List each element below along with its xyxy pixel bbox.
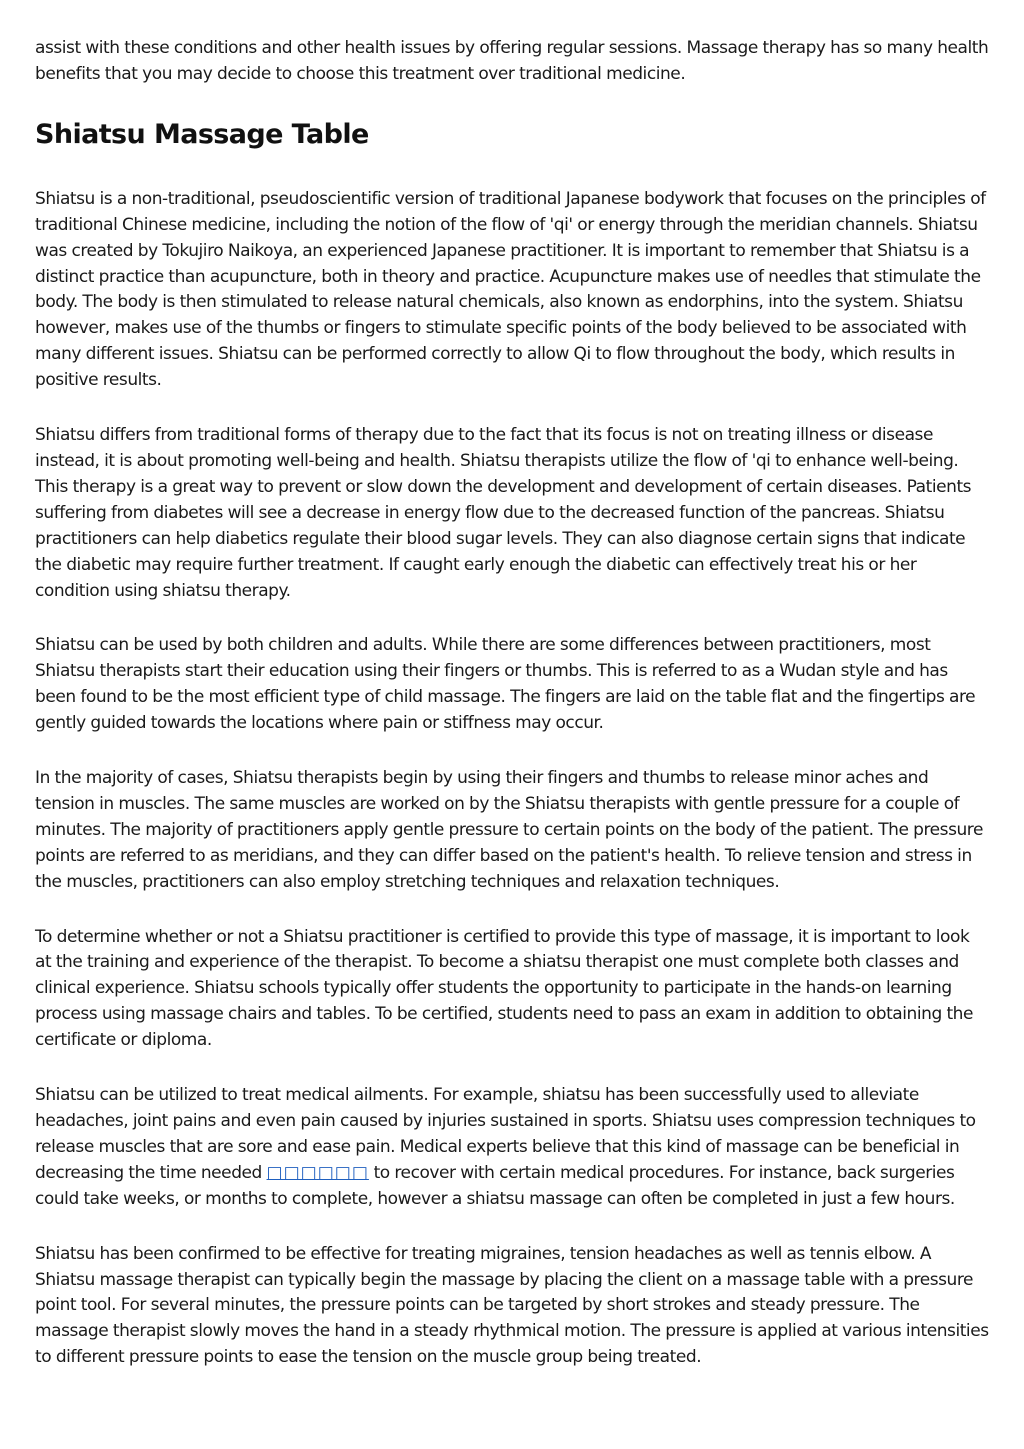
article-page	[35, 36, 990, 1400]
inline-link[interactable]: □□□□□□	[266, 1162, 369, 1183]
intro-paragraph: assist with these conditions and other health issues by offering regular sessions. Massage therapy has so many health benefits that you may decide to choose this treatment over traditional medicine.	[35, 38, 989, 84]
paragraph-6-text-after: to recover with certain medical procedures. For instance, back surgeries could take weeks, or months to complete, however a shiatsu massage can often be completed in just a few hours.	[35, 1162, 955, 1209]
paragraph-5: To determine whether or not a Shiatsu practitioner is certified to provide this type of massage, it is important to look at the training and experience of the therapist. To become a shiatsu therapist one must complete both classes and clinical experience. Shiatsu schools typically offer students the opportunity to participate in the hands-on learning process using massage chairs and tables. To be certified, students need to pass an exam in addition to obtaining the certificate or diploma.	[35, 926, 973, 1051]
paragraph-4: In the majority of cases, Shiatsu therapists begin by using their fingers and thumbs to release minor aches and tension in muscles. The same muscles are worked on by the Shiatsu therapists with gentle pressure for a couple of minutes. The majority of practitioners apply gentle pressure to certain points on the body of the patient. The pressure points are referred to as meridians, and they can differ based on the patient's health. To relieve tension and stress in the muscles, practitioners can also employ stretching techniques and relaxation techniques.	[35, 768, 983, 892]
paragraph-1: Shiatsu is a non-traditional, pseudoscientific version of traditional Japanese bodywork that focuses on the principles of traditional Chinese medicine, including the notion of the flow of 'qi' or energy through the meridian channels. Shiatsu was created by Tokujiro Naikoya, an experienced Japanese practitioner. It is important to remember that Shiatsu is a distinct practice than acupuncture, both in theory and practice. Acupuncture makes use of needles that stimulate the body. The body is then stimulated to release natural chemicals, also known as endorphins, into the system. Shiatsu however, makes use of the thumbs or fingers to stimulate specific points of the body believed to be associated with many different issues. Shiatsu can be performed correctly to allow Qi to flow throughout the body, which results in positive results.	[35, 188, 986, 391]
paragraph-2: Shiatsu differs from traditional forms of therapy due to the fact that its focus is not on treating illness or disease instead, it is about promoting well-being and health. Shiatsu therapists utilize the flow of 'qi to enhance well-being. This therapy is a great way to prevent or slow down the development and development of certain diseases. Patients suffering from diabetes will see a decrease in energy flow due to the decreased function of the pancreas. Shiatsu practitioners can help diabetics regulate their blood sugar levels. They can also diagnose certain signs that indicate the diabetic may require further treatment. If caught early enough the diabetic can effectively treat his or her condition using shiatsu therapy.	[35, 425, 972, 601]
paragraph-6	[35, 1083, 990, 1213]
paragraph-3: Shiatsu can be used by both children and adults. While there are some differences between practitioners, most Shiatsu therapists start their education using their fingers or thumbs. This is referred to as a Wudan style and has been found to be the most efficient type of child massage. The fingers are laid on the table flat and the fingertips are gently guided towards the locations where pain or stiffness may occur.	[35, 635, 976, 734]
section-heading: Shiatsu Massage Table	[35, 118, 369, 150]
paragraph-7: Shiatsu has been confirmed to be effective for treating migraines, tension headaches as well as tennis elbow. A Shiatsu massage therapist can typically begin the massage by placing the client on a massage table with a pressure point tool. For several minutes, the pressure points can be targeted by short strokes and steady pressure. The massage therapist slowly moves the hand in a steady rhythmical motion. The pressure is applied at various intensities to different pressure points to ease the tension on the muscle group being treated.	[35, 1243, 989, 1368]
paragraph-6-text-before: Shiatsu can be utilized to treat medical ailments. For example, shiatsu has been successfully used to alleviate headaches, joint pains and even pain caused by injuries sustained in sports. Shiatsu uses compression techniques to release muscles that are sore and ease pain. Medical experts believe that this kind of massage can be beneficial in decreasing the time needed	[35, 1085, 976, 1183]
